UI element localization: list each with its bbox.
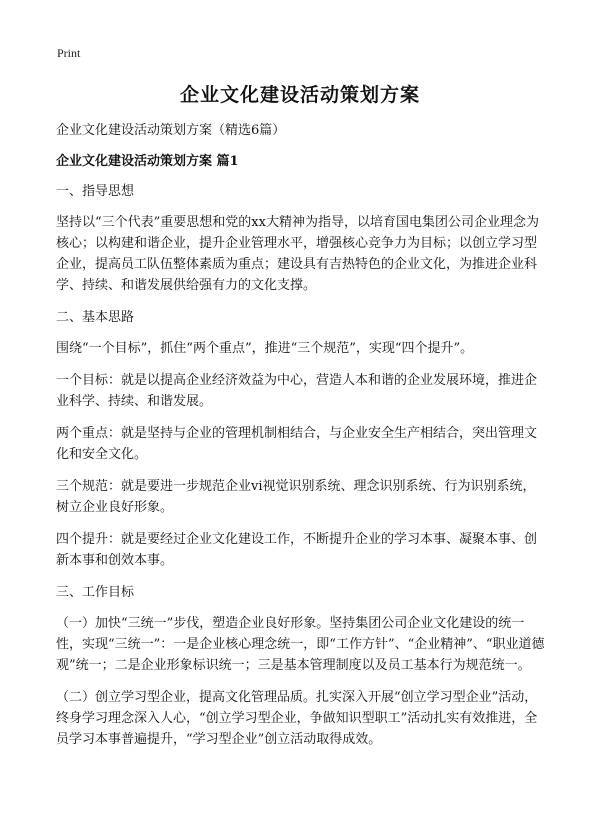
document-subtitle: 企业文化建设活动策划方案（精选6篇） (56, 123, 286, 138)
document-body (56, 120, 548, 761)
section-3-paragraph-2: （二）创立学习型企业，提高文化管理品质。扎实深入开展“创立学习型企业”活动，终身学习理念深入人心，“创立学习型企业，争做知识型职工”活动扎实有效推进，全员学习本事普遍提升，“学习型企业”创立活动取得成效。 (56, 690, 538, 747)
section-heading-3: 三、工作目标 (56, 585, 135, 600)
section-heading-1: 一、指导思想 (56, 184, 135, 199)
section-heading-2: 二、基本思路 (56, 310, 135, 325)
section-2-paragraph-4: 三个规范：就是要进一步规范企业vi视觉识别系统、理念识别系统、行为识别系统，树立企业良好形象。 (56, 479, 536, 515)
section-1-paragraph: 坚持以“三个代表”重要思想和党的xx大精神为指导，以培育国电集团公司企业理念为核心；以构建和谐企业，提升企业管理水平，增强核心竞争力为目标；以创立学习型企业，提高员工队伍整体素质为重点；建设具有吉热特色的企业文化，为推进企业科学、持续、和谐发展供给强有力的文化支撑。 (56, 215, 539, 293)
section-2-paragraph-1: 围绕“一个目标”，抓住“两个重点”，推进“三个规范”，实现“四个提升”。 (56, 341, 474, 356)
document-title: 企业文化建设活动策划方案 (179, 84, 420, 106)
section-3-paragraph-1: （一）加快“三统一”步伐，塑造企业良好形象。坚持集团公司企业文化建设的统一性，实现“三统一”：一是企业核心理念统一，即“工作方针”、“企业精神”、“职业道德观”统一；二是企业形象标识统一；三是基本管理制度以及员工基本行为规范统一。 (56, 616, 545, 673)
section-2-paragraph-2: 一个目标：就是以提高企业经济效益为中心，营造人本和谐的企业发展环境，推进企业科学、持续、和谐发展。 (56, 373, 538, 409)
print-link[interactable]: Print (57, 46, 81, 60)
section-2-paragraph-5: 四个提升：就是要经过企业文化建设工作，不断提升企业的学习本事、凝聚本事、创新本事和创效本事。 (56, 532, 538, 568)
section-2-paragraph-3: 两个重点：就是坚持与企业的管理机制相结合，与企业安全生产相结合，突出管理文化和安全文化。 (56, 426, 538, 462)
article-title: 企业文化建设活动策划方案 篇1 (56, 154, 239, 169)
